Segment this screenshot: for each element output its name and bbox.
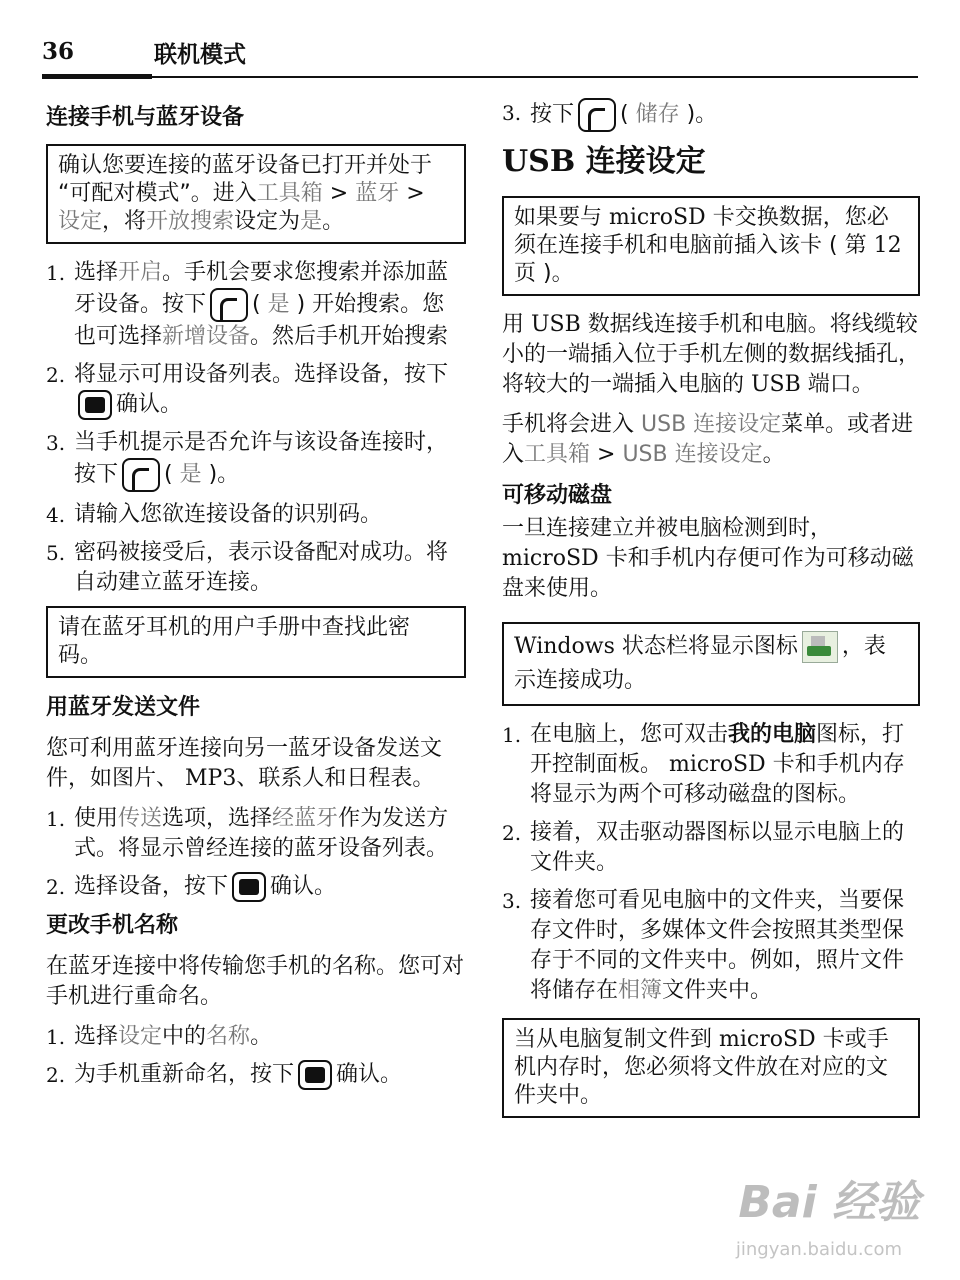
step-text: ) 开始搜索。您也可选择 [74, 292, 445, 349]
step-text: 选择 [74, 1024, 119, 1049]
step-text: 。 [250, 1024, 273, 1049]
step-text: 选择 [74, 260, 119, 285]
step-number: 4. [46, 503, 66, 527]
center-select-key-icon [232, 872, 266, 902]
step-number: 3. [502, 889, 522, 913]
step-number: 1. [46, 807, 66, 831]
separator: > [322, 181, 356, 206]
page-header [42, 34, 918, 78]
step-number: 2. [46, 875, 66, 899]
separator: > [590, 442, 623, 467]
menu-term-open-search: 开放搜索 [146, 209, 235, 234]
note-text: 12 [873, 233, 902, 258]
menu-term-bluetooth: 蓝牙 [355, 181, 400, 206]
title-text: USB [502, 144, 576, 179]
note-box-pairing [46, 144, 466, 244]
step-text: microSD [669, 752, 766, 777]
note-text: 确认您要连接的蓝牙设备已打开并处于 “可配对模式”。进入 [58, 153, 433, 206]
list-item [46, 428, 466, 492]
paragraph-text: USB [751, 372, 801, 397]
note-text: Windows [514, 634, 615, 659]
step-text: 为手机重新命名，按下 [74, 1062, 295, 1087]
menu-term-settings: 设定 [118, 1024, 163, 1049]
paragraph-usb-menu [502, 410, 920, 470]
separator: > [399, 181, 425, 206]
paragraph-text: 数据线连接手机和电脑。将线缆较小的一端插入位于手机左侧的数据线插孔，将较大的一端插入电脑的 [502, 312, 921, 397]
right-column [502, 98, 920, 1132]
list-item [46, 1022, 466, 1052]
list-item [502, 720, 920, 810]
menu-term-toolbox: 工具箱 [256, 181, 323, 206]
steps-list-rename [46, 1022, 466, 1090]
menu-term-settings: 设定 [58, 209, 103, 234]
title-text: 连接设定 [575, 144, 706, 179]
list-item [46, 538, 466, 598]
step-text: 选项，选择 [162, 806, 273, 831]
step-number: 5. [46, 541, 66, 565]
step-text: 。手机会要求您搜索并添加蓝牙设备。按下 [74, 260, 449, 317]
paragraph-send-files [46, 734, 466, 794]
left-soft-key-icon [210, 288, 248, 322]
page-number: 36 [42, 38, 75, 65]
paragraph-rename: 在蓝牙连接中将传输您手机的名称。您可对手机进行重命名。 [46, 954, 465, 1009]
step-text: )。 [679, 102, 718, 127]
paragraph-text: 菜单。或者进入 [502, 412, 914, 467]
list-item [502, 886, 920, 1006]
step-text: ( [252, 292, 268, 317]
step-text: 接着您可看见电脑中的文件夹，当要保存文件时，多媒体文件会按照其类型保存于不同的文件夹中。例如，照片文件将储存在 [530, 888, 905, 1003]
step-number: 1. [502, 723, 522, 747]
step-number: 3. [46, 431, 66, 455]
note-text: 页 )。 [514, 261, 574, 286]
paragraph-removable-disk [502, 514, 920, 604]
step-text: 确认。 [336, 1062, 403, 1087]
steps-list-send [46, 804, 466, 902]
paragraph-text: 、联系人和日程表。 [236, 766, 435, 791]
note-text: ，表示连接成功。 [514, 634, 886, 693]
menu-term-send: 传送 [118, 806, 163, 831]
menu-term-usb-settings: USB 连接设定 [641, 412, 782, 437]
left-column [46, 98, 466, 1098]
list-item [46, 360, 466, 420]
step-text: 使用 [74, 806, 119, 831]
note-box-copy-files [502, 1018, 920, 1118]
header-rule [42, 76, 918, 78]
step-text: 中的 [162, 1024, 207, 1049]
note-text: 当从电脑复制文件到 [514, 1027, 719, 1052]
list-item [46, 872, 466, 902]
menu-term-yes: 是 [179, 462, 202, 487]
paragraph-text: 端口。 [800, 372, 874, 397]
step-text: 确认。 [270, 874, 337, 899]
menu-term-usb-settings: USB 连接设定 [622, 442, 763, 467]
list-item [46, 804, 466, 864]
note-text: 如果要与 [514, 205, 609, 230]
usb-status-icon [802, 631, 838, 663]
step-number: 1. [46, 1025, 66, 1049]
section-title-removable-disk: 可移动磁盘 [502, 483, 613, 508]
paragraph-text: USB [531, 312, 581, 337]
paragraph-usb-cable [502, 310, 920, 400]
step-text: 将显示可用设备列表。选择设备，按下 [74, 362, 449, 387]
center-select-key-icon [298, 1060, 332, 1090]
note-box-passcode: 请在蓝牙耳机的用户手册中查找此密码。 [46, 606, 466, 678]
step-text: )。 [201, 462, 240, 487]
step-text: 文件夹中。 [662, 978, 773, 1003]
list-item [502, 818, 920, 878]
center-select-key-icon [78, 390, 112, 420]
menu-term-on: 开启 [118, 260, 163, 285]
step-text: 接着，双击驱动器图标以显示电脑上的文件夹。 [530, 820, 905, 875]
watermark-logo: Bai 经验 [738, 1177, 920, 1228]
step-text: 在电脑上，您可双击 [530, 722, 729, 747]
note-text: 卡或手机内存时，您必须将文件放在对应的文件夹中。 [514, 1027, 889, 1108]
note-text: 设定为 [234, 209, 301, 234]
list-item [46, 500, 466, 530]
chapter-title: 联机模式 [154, 42, 246, 68]
note-text: microSD [719, 1027, 816, 1052]
list-item [502, 98, 920, 132]
step-number: 2. [46, 1063, 66, 1087]
step-text: 作为发送方式。将显示曾经连接的蓝牙设备列表。 [74, 806, 449, 861]
step-number: 2. [46, 363, 66, 387]
paragraph-text: MP3 [185, 766, 237, 791]
steps-list-pc [502, 720, 920, 1006]
note-text: 卡交换数据，您必须在连接手机和电脑前插入该卡 ( 第 [514, 205, 889, 258]
menu-term-name: 名称 [206, 1024, 251, 1049]
note-text: 状态栏将显示图标 [614, 634, 798, 659]
step-number: 3. [502, 101, 522, 125]
step-text: ( [164, 462, 180, 487]
step-text: 卡和手机内存将显示为两个可移动磁盘的图标。 [530, 752, 905, 807]
note-text: 。 [322, 209, 345, 234]
menu-term-via-bluetooth: 经蓝牙 [272, 806, 339, 831]
list-item [46, 1060, 466, 1090]
paragraph-text: 。 [762, 442, 785, 467]
steps-list-pairing [46, 258, 466, 598]
menu-term-save: 储存 [635, 102, 680, 127]
step-text: ( [620, 102, 636, 127]
step-text: 当手机提示是否允许与该设备连接时，按下 [74, 430, 449, 487]
paragraph-text: 您可利用蓝牙连接向另一蓝牙设备发送文件，如图片、 [46, 736, 443, 791]
step-text: 选择设备，按下 [74, 874, 229, 899]
paragraph-text: 用 [502, 312, 531, 337]
step-text: 确认。 [116, 392, 183, 417]
menu-term-add-device: 新增设备 [162, 324, 251, 349]
note-box-windows-icon [502, 622, 920, 706]
list-item [46, 258, 466, 352]
step-text: 。然后手机开始搜索 [250, 324, 449, 349]
section-title-bluetooth-connect: 连接手机与蓝牙设备 [46, 105, 245, 130]
menu-term-yes: 是 [300, 209, 323, 234]
section-title-usb-settings [502, 140, 920, 184]
left-soft-key-icon [578, 98, 616, 132]
left-soft-key-icon [122, 458, 160, 492]
step-text: 请输入您欲连接设备的识别码。 [74, 502, 383, 527]
step-text: 按下 [530, 102, 575, 127]
note-box-microsd [502, 196, 920, 296]
note-text: microSD [609, 205, 706, 230]
menu-term-album: 相簿 [618, 978, 663, 1003]
step-text: 图标，打开控制面板。 [530, 722, 905, 777]
steps-list-continued [502, 98, 920, 132]
note-text: ，将 [102, 209, 147, 234]
term-my-computer: 我的电脑 [728, 722, 817, 747]
section-title-send-files: 用蓝牙发送文件 [46, 695, 201, 720]
menu-term-toolbox: 工具箱 [524, 442, 591, 467]
step-text: 密码被接受后，表示设备配对成功。将自动建立蓝牙连接。 [74, 540, 449, 595]
paragraph-text: 卡和手机内存便可作为可移动磁盘来使用。 [502, 546, 914, 601]
step-number: 1. [46, 261, 66, 285]
section-title-rename-phone: 更改手机名称 [46, 913, 179, 938]
watermark-url: jingyan.baidu.com [735, 1239, 902, 1260]
step-number: 2. [502, 821, 522, 845]
paragraph-text: 一旦连接建立并被电脑检测到时， [502, 516, 833, 541]
paragraph-text: 手机将会进入 [502, 412, 641, 437]
menu-term-yes: 是 [267, 292, 290, 317]
paragraph-text: microSD [502, 546, 599, 571]
